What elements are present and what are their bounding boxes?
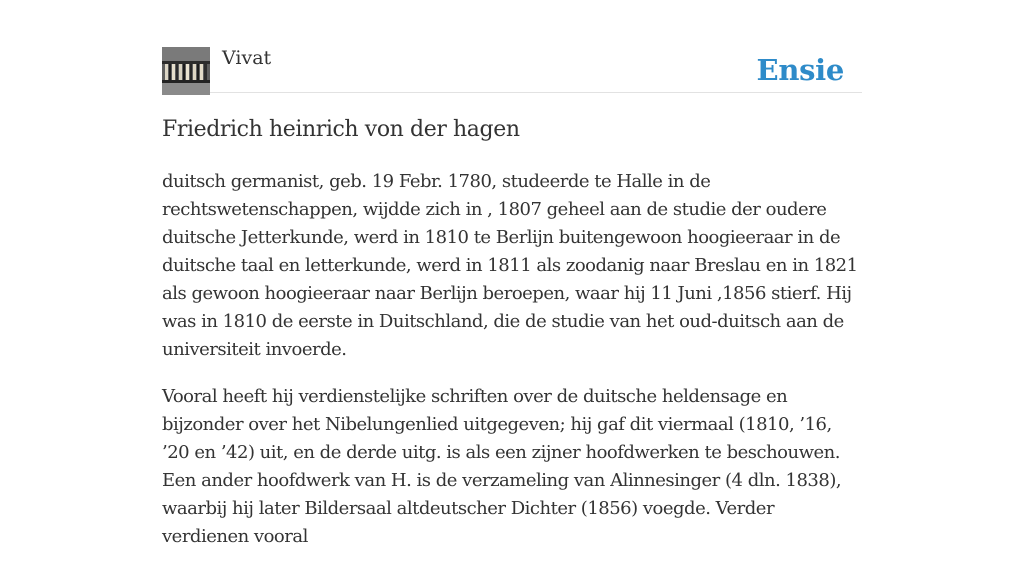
header (162, 46, 862, 93)
article-paragraph: duitsch germanist, geb. 19 Febr. 1780, studeerde te Halle in de rechtswetenschappen, wijdde zich in , 1807 geheel aan de studie der oudere duitsche Jetterkunde, werd in 1810 te Berlijn buitengewoon hoogieeraar in de duitsche taal en letterkunde, werd in 1811 als zoodanig naar Breslau en in 1821 als gewoon hoogieeraar naar Berlijn beroepen, waar hij 11 Juni ,1856 stierf. Hij was in 1810 de eerste in Duitschland, die de studie van het oud-duitsch aan de universiteit invoerde. (162, 171, 858, 360)
avatar[interactable] (162, 47, 210, 95)
brand-logo[interactable]: Ensie (756, 53, 844, 87)
article-title: Friedrich heinrich von der hagen (162, 117, 520, 142)
article-body (162, 168, 862, 570)
bookshelf-avatar-image (162, 47, 210, 95)
article-paragraph: Vooral heeft hij verdienstelijke schriften over de duitsche heldensage en bijzonder over het Nibelungenlied uitgegeven; hij gaf dit viermaal (1810, ’16, ’20 en ’42) uit, en de derde uitg. is als een zijner hoofdwerken te beschouwen. Een ander hoofdwerk van H. is de verzameling van Alinnesinger (4 dln. 1838), waarbij hij later Bildersaal altdeutscher Dichter (1856) voegde. Verder verdienen vooral (162, 386, 842, 547)
author-name[interactable]: Vivat (222, 47, 272, 69)
